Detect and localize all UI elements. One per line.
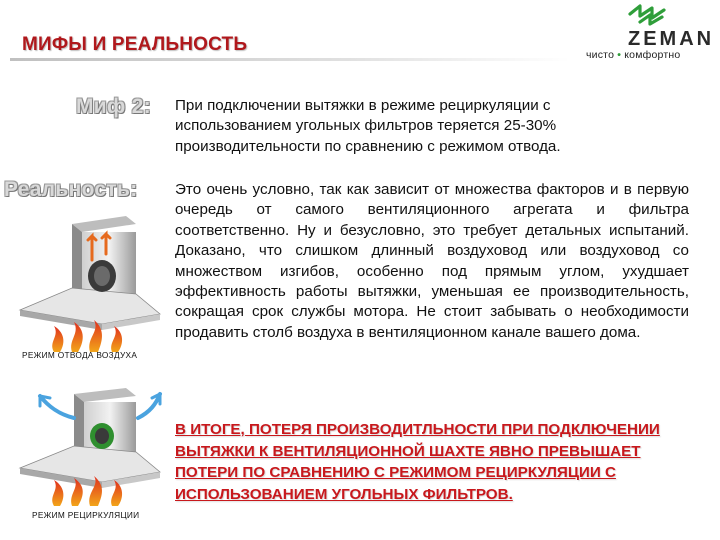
logo <box>586 2 716 68</box>
exhaust-illustration <box>14 214 164 354</box>
logo-tagline <box>586 49 716 61</box>
recirculation-illustration <box>14 388 164 508</box>
tagline-right: комфортно <box>624 49 681 61</box>
logo-wordmark: ZEMAN <box>628 28 715 50</box>
myth-text: При подключении вытяжки в режиме рециркуляции с использованием угольных фильтров теряется 25-30% производительности по сравнению с режимом отвода. <box>175 97 561 155</box>
range-hood-exhaust-icon <box>14 214 164 354</box>
tagline-dot: • <box>617 49 622 61</box>
reality-label: Реальность: <box>4 178 138 201</box>
tagline-left: чисто <box>586 49 615 61</box>
range-hood-recirculation-icon <box>14 388 164 508</box>
page-title: МИФЫ И РЕАЛЬНОСТЬ <box>22 34 248 55</box>
title-divider <box>10 58 570 61</box>
reality-text: Это очень условно, так как зависит от множества факторов и в первую очередь от самого вентиляционного агрегата и фильтра соответственно. Ну и безусловно, это требует детальных испытаний. Доказано, что слишком длинный воздуховод или воздуховод со множеством изгибов, особенно под прямым углом, ухудшает эффективность работы вытяжки, уменьшая ее производительность, сокращая срок службы мотора. Не стоит забывать о необходимости продавить столб воздуха в вентиляционном канале вашего дома. <box>175 181 689 341</box>
exhaust-caption: РЕЖИМ ОТВОДА ВОЗДУХА <box>22 350 138 360</box>
conclusion-text: В ИТОГЕ, ПОТЕРЯ ПРОИЗВОДИТЛЬНОСТИ ПРИ ПОДКЛЮЧЕНИИ ВЫТЯЖКИ К ВЕНТИЛЯЦИОННОЙ ШАХТЕ ЯВНО ПРЕВЫШАЕТ ПОТЕРИ ПО СРАВНЕНИЮ С РЕЖИМОМ РЕЦИРКУЛЯЦИИ С ИСПОЛЬЗОВАНИЕМ УГОЛЬНЫХ ФИЛЬТРОВ. <box>175 421 660 503</box>
recirculation-caption: РЕЖИМ РЕЦИРКУЛЯЦИИ <box>32 510 140 520</box>
zigzag-icon <box>626 2 686 28</box>
myth-label: Миф 2: <box>76 95 152 118</box>
